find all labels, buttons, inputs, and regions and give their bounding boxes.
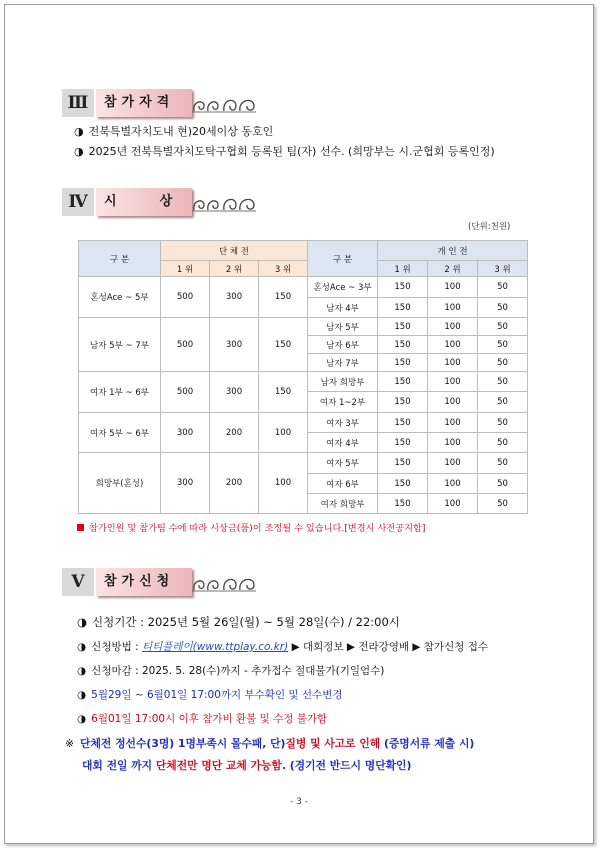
indiv-prize: 50 bbox=[478, 277, 528, 298]
table-row bbox=[79, 372, 528, 392]
apply-change-text: 5월29일 ~ 6월01일 17:00까지 부수확인 및 선수변경 bbox=[91, 689, 343, 701]
rank-header: 1 위 bbox=[378, 261, 428, 277]
prize-table bbox=[78, 240, 528, 514]
indiv-label: 여자 6부 bbox=[308, 474, 378, 494]
swirl-ornament-icon bbox=[190, 93, 260, 117]
team-prize: 150 bbox=[259, 277, 308, 318]
indiv-label: 여자 4부 bbox=[308, 433, 378, 453]
indiv-label: 남자 7부 bbox=[308, 354, 378, 372]
team-label: 남자 5부 ~ 7부 bbox=[79, 318, 161, 372]
rank-header: 3 위 bbox=[259, 261, 308, 277]
team-prize: 300 bbox=[210, 277, 259, 318]
rank-header: 1 위 bbox=[161, 261, 210, 277]
indiv-prize: 50 bbox=[478, 474, 528, 494]
apply-deadline bbox=[77, 663, 384, 679]
indiv-label: 남자 6부 bbox=[308, 336, 378, 354]
indiv-prize: 150 bbox=[378, 413, 428, 433]
indiv-prize: 50 bbox=[478, 392, 528, 413]
indiv-prize: 150 bbox=[378, 298, 428, 318]
indiv-label: 여자 1~2부 bbox=[308, 392, 378, 413]
table-row bbox=[79, 318, 528, 336]
indiv-prize: 100 bbox=[428, 336, 478, 354]
special-note-text: 단체전 정선수(3명) 1명부족시 몰수패, 단) bbox=[80, 737, 286, 750]
indiv-header: 개 인 전 bbox=[378, 241, 528, 261]
indiv-prize: 50 bbox=[478, 494, 528, 514]
indiv-prize: 150 bbox=[378, 336, 428, 354]
apply-period-text: 신청기간 : 2025년 5월 26일(월) ~ 5월 28일(수) / 22:00시 bbox=[92, 615, 400, 629]
indiv-prize: 50 bbox=[478, 336, 528, 354]
indiv-prize: 50 bbox=[478, 298, 528, 318]
team-prize: 500 bbox=[161, 372, 210, 413]
bullet-text: 전북특별자치도내 현)20세이상 동호인 bbox=[88, 125, 274, 138]
apply-method-step: 전라강영배 bbox=[358, 641, 410, 653]
team-prize: 300 bbox=[210, 372, 259, 413]
half-circle-icon: ◑ bbox=[77, 689, 87, 701]
indiv-label: 남자 4부 bbox=[308, 298, 378, 318]
indiv-label: 여자 희망부 bbox=[308, 494, 378, 514]
prize-note-text: 참가인원 및 참가팀 수에 따라 시상금(품)이 조정될 수 있습니다.[변경시 사전공지함] bbox=[89, 523, 426, 534]
half-circle-icon: ◑ bbox=[77, 713, 87, 725]
section4-title: 시 상 bbox=[96, 188, 192, 216]
indiv-prize: 100 bbox=[428, 318, 478, 336]
bullet-text: 2025년 전북특별자치도탁구협회 등록된 팀(자) 선수. (희망부는 시.군협회 등록인정) bbox=[88, 145, 495, 158]
prize-note bbox=[77, 520, 425, 534]
section3-title: 참가자격 bbox=[96, 89, 192, 117]
indiv-label: 남자 5부 bbox=[308, 318, 378, 336]
indiv-prize: 50 bbox=[478, 453, 528, 474]
section5-title: 참가신청 bbox=[96, 568, 192, 596]
team-label: 여자 5부 ~ 6부 bbox=[79, 413, 161, 453]
table-row bbox=[79, 453, 528, 474]
team-label: 희망부(혼성) bbox=[79, 453, 161, 514]
half-circle-icon: ◑ bbox=[77, 641, 87, 653]
team-label: 혼성Ace ~ 5부 bbox=[79, 277, 161, 318]
indiv-label: 혼성Ace ~ 3부 bbox=[308, 277, 378, 298]
indiv-prize: 100 bbox=[428, 392, 478, 413]
indiv-prize: 150 bbox=[378, 277, 428, 298]
team-prize: 100 bbox=[259, 453, 308, 514]
team-prize: 300 bbox=[161, 453, 210, 514]
indiv-prize: 150 bbox=[378, 453, 428, 474]
indiv-prize: 150 bbox=[378, 433, 428, 453]
team-prize: 200 bbox=[210, 413, 259, 453]
team-prize: 300 bbox=[161, 413, 210, 453]
rank-header: 2 위 bbox=[428, 261, 478, 277]
indiv-prize: 150 bbox=[378, 354, 428, 372]
indiv-prize: 50 bbox=[478, 413, 528, 433]
apply-change bbox=[77, 687, 342, 703]
team-prize: 500 bbox=[161, 277, 210, 318]
indiv-label: 여자 3부 bbox=[308, 413, 378, 433]
half-circle-icon: ◑ bbox=[74, 125, 84, 138]
section3-bullet-1 bbox=[74, 124, 273, 140]
table-row bbox=[79, 413, 528, 433]
note-mark: ※ bbox=[65, 737, 75, 750]
indiv-prize: 150 bbox=[378, 372, 428, 392]
indiv-prize: 100 bbox=[428, 372, 478, 392]
special-note-text: 대회 전일 까지 bbox=[82, 759, 156, 772]
indiv-prize: 50 bbox=[478, 354, 528, 372]
section3-bullet-2 bbox=[74, 144, 495, 160]
special-note-text: 질병 및 사고로 인해 bbox=[285, 737, 381, 750]
team-prize: 150 bbox=[259, 318, 308, 372]
red-square-icon bbox=[77, 524, 84, 531]
apply-refund-text: 6월01일 17:00시 이후 참가비 환불 및 수정 불가함 bbox=[91, 713, 328, 725]
swirl-ornament-icon bbox=[190, 572, 260, 596]
apply-deadline-text: 신청마감 : 2025. 5. 28(수)까지 - 추가접수 절대불가(기일엄수) bbox=[91, 665, 385, 677]
indiv-prize: 100 bbox=[428, 433, 478, 453]
apply-period bbox=[77, 614, 400, 630]
special-note-text: 단체전만 명단 교체 가능함. bbox=[155, 759, 286, 772]
indiv-prize: 50 bbox=[478, 433, 528, 453]
indiv-prize: 150 bbox=[378, 392, 428, 413]
indiv-prize: 100 bbox=[428, 453, 478, 474]
team-group-header: 구 분 bbox=[79, 241, 161, 277]
document-page bbox=[4, 4, 594, 844]
special-note-text: (경기전 반드시 명단확인) bbox=[285, 759, 412, 772]
apply-method-label: 신청방법 : bbox=[91, 641, 142, 653]
team-label: 여자 1부 ~ 6부 bbox=[79, 372, 161, 413]
team-prize: 500 bbox=[161, 318, 210, 372]
indiv-prize: 100 bbox=[428, 277, 478, 298]
unit-label: (단위:천원) bbox=[468, 222, 511, 232]
team-prize: 200 bbox=[210, 453, 259, 514]
indiv-label: 남자 희망부 bbox=[308, 372, 378, 392]
team-header: 단 체 전 bbox=[161, 241, 308, 261]
ttplay-link[interactable]: 티티플레이(www.ttplay.co.kr) bbox=[141, 641, 289, 653]
swirl-ornament-icon bbox=[190, 192, 260, 216]
half-circle-icon: ◑ bbox=[77, 665, 87, 677]
apply-method bbox=[77, 639, 488, 655]
team-prize: 300 bbox=[210, 318, 259, 372]
special-note-text: (증명서류 제출 시) bbox=[380, 737, 475, 750]
indiv-group-header: 구 분 bbox=[308, 241, 378, 277]
indiv-prize: 50 bbox=[478, 318, 528, 336]
table-row bbox=[79, 277, 528, 298]
indiv-prize: 150 bbox=[378, 318, 428, 336]
indiv-label: 여자 5부 bbox=[308, 453, 378, 474]
indiv-prize: 150 bbox=[378, 494, 428, 514]
apply-method-step: ▶ 대회정보 ▶ bbox=[288, 641, 359, 653]
rank-header: 3 위 bbox=[478, 261, 528, 277]
indiv-prize: 100 bbox=[428, 413, 478, 433]
indiv-prize: 100 bbox=[428, 298, 478, 318]
half-circle-icon: ◑ bbox=[77, 615, 88, 629]
indiv-prize: 150 bbox=[378, 474, 428, 494]
indiv-prize: 100 bbox=[428, 354, 478, 372]
section5-numeral: Ⅴ bbox=[62, 568, 94, 596]
rank-header: 2 위 bbox=[210, 261, 259, 277]
team-prize: 100 bbox=[259, 413, 308, 453]
indiv-prize: 100 bbox=[428, 494, 478, 514]
apply-refund bbox=[77, 711, 327, 727]
apply-method-step: ▶ 참가신청 접수 bbox=[409, 641, 488, 653]
section3-numeral: Ⅲ bbox=[62, 89, 94, 117]
team-prize: 150 bbox=[259, 372, 308, 413]
indiv-prize: 50 bbox=[478, 372, 528, 392]
half-circle-icon: ◑ bbox=[74, 145, 84, 158]
indiv-prize: 100 bbox=[428, 474, 478, 494]
section4-numeral: Ⅳ bbox=[62, 188, 94, 216]
special-note-line1 bbox=[65, 736, 474, 752]
special-note-line2 bbox=[82, 758, 411, 774]
page-number: - 3 - bbox=[290, 797, 308, 807]
